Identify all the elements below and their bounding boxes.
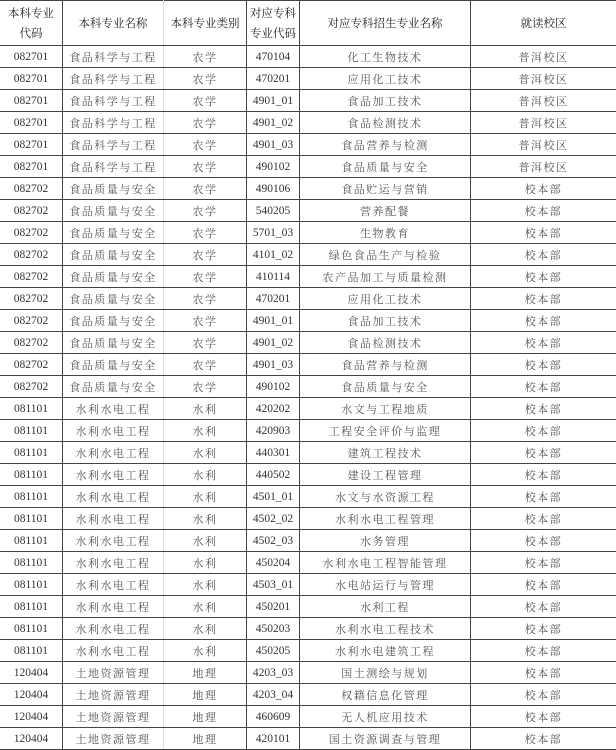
undergrad-category-cell: 农学 [164, 376, 247, 398]
table-row [0, 618, 616, 640]
campus-cell: 校本部 [471, 354, 616, 376]
campus-cell: 普洱校区 [471, 156, 616, 178]
campus-cell: 校本部 [471, 552, 616, 574]
undergrad-name-cell: 食品质量与安全 [63, 200, 164, 222]
college-name-cell: 绿色食品生产与检验 [300, 244, 471, 266]
college-name-cell: 食品营养与检测 [300, 134, 471, 156]
table-row [0, 574, 616, 596]
undergrad-category-cell: 地理 [164, 684, 247, 706]
campus-cell: 校本部 [471, 684, 616, 706]
undergrad-category-cell: 农学 [164, 354, 247, 376]
campus-cell: 校本部 [471, 178, 616, 200]
college-name-cell: 建筑工程技术 [300, 442, 471, 464]
campus-cell: 校本部 [471, 332, 616, 354]
college-name-cell: 应用化工技术 [300, 68, 471, 90]
undergrad-name-cell: 食品质量与安全 [63, 332, 164, 354]
table-row [0, 486, 616, 508]
college-name-cell: 权籍信息化管理 [300, 684, 471, 706]
college-code-cell: 440502 [247, 464, 300, 486]
undergrad-name-cell: 土地资源管理 [63, 662, 164, 684]
college-name-cell: 水利工程 [300, 596, 471, 618]
undergrad-name-cell: 食品质量与安全 [63, 244, 164, 266]
undergrad-name-cell: 水利水电工程 [63, 596, 164, 618]
table-row [0, 398, 616, 420]
college-code-cell: 4503_01 [247, 574, 300, 596]
table-row [0, 200, 616, 222]
table-row [0, 68, 616, 90]
undergrad-name-cell: 食品科学与工程 [63, 156, 164, 178]
college-code-cell: 4901_01 [247, 310, 300, 332]
undergrad-name-cell: 食品科学与工程 [63, 134, 164, 156]
table-row [0, 508, 616, 530]
undergrad-category-cell: 农学 [164, 310, 247, 332]
college-code-cell: 450203 [247, 618, 300, 640]
undergrad-code-cell: 082702 [0, 266, 63, 288]
undergrad-code-cell: 082701 [0, 156, 63, 178]
college-code-cell: 470201 [247, 288, 300, 310]
undergrad-code-cell: 082702 [0, 332, 63, 354]
header-college-code: 对应专科 专业代码 [247, 1, 300, 46]
undergrad-code-cell: 082702 [0, 244, 63, 266]
undergrad-name-cell: 水利水电工程 [63, 530, 164, 552]
table-row [0, 376, 616, 398]
college-name-cell: 化工生物技术 [300, 46, 471, 68]
campus-cell: 校本部 [471, 596, 616, 618]
college-code-cell: 4901_02 [247, 332, 300, 354]
undergrad-name-cell: 食品科学与工程 [63, 68, 164, 90]
campus-cell: 校本部 [471, 530, 616, 552]
college-code-cell: 470104 [247, 46, 300, 68]
undergrad-category-cell: 水利 [164, 464, 247, 486]
college-name-cell: 水利水电工程智能管理 [300, 552, 471, 574]
undergrad-code-cell: 081101 [0, 464, 63, 486]
college-name-cell: 食品加工技术 [300, 90, 471, 112]
undergrad-code-cell: 120404 [0, 706, 63, 728]
college-name-cell: 国土资源调查与管理 [300, 728, 471, 750]
campus-cell: 校本部 [471, 706, 616, 728]
campus-cell: 校本部 [471, 398, 616, 420]
table-body [0, 46, 616, 750]
campus-cell: 校本部 [471, 574, 616, 596]
table-row [0, 640, 616, 662]
campus-cell: 校本部 [471, 310, 616, 332]
college-name-cell: 建设工程管理 [300, 464, 471, 486]
undergrad-code-cell: 082702 [0, 310, 63, 332]
undergrad-code-cell: 082701 [0, 68, 63, 90]
campus-cell: 校本部 [471, 288, 616, 310]
table-row [0, 288, 616, 310]
campus-cell: 校本部 [471, 640, 616, 662]
undergrad-category-cell: 水利 [164, 574, 247, 596]
college-code-cell: 4203_04 [247, 684, 300, 706]
campus-cell: 校本部 [471, 662, 616, 684]
college-name-cell: 食品检测技术 [300, 332, 471, 354]
campus-cell: 校本部 [471, 222, 616, 244]
college-name-cell: 水利水电建筑工程 [300, 640, 471, 662]
college-code-cell: 420101 [247, 728, 300, 750]
college-name-cell: 食品贮运与营销 [300, 178, 471, 200]
undergrad-name-cell: 水利水电工程 [63, 464, 164, 486]
undergrad-code-cell: 082702 [0, 288, 63, 310]
college-code-cell: 4901_02 [247, 112, 300, 134]
undergrad-code-cell: 081101 [0, 530, 63, 552]
table-header-row [0, 1, 616, 46]
undergrad-name-cell: 水利水电工程 [63, 552, 164, 574]
undergrad-name-cell: 食品科学与工程 [63, 46, 164, 68]
campus-cell: 普洱校区 [471, 90, 616, 112]
table-row [0, 46, 616, 68]
college-code-cell: 450201 [247, 596, 300, 618]
table-row [0, 332, 616, 354]
campus-cell: 校本部 [471, 376, 616, 398]
undergrad-code-cell: 081101 [0, 596, 63, 618]
college-code-cell: 4501_01 [247, 486, 300, 508]
table-row [0, 420, 616, 442]
college-name-cell: 国土测绘与规划 [300, 662, 471, 684]
table-row [0, 596, 616, 618]
undergrad-category-cell: 水利 [164, 486, 247, 508]
table-row [0, 662, 616, 684]
campus-cell: 校本部 [471, 420, 616, 442]
undergrad-code-cell: 081101 [0, 508, 63, 530]
college-code-cell: 4203_03 [247, 662, 300, 684]
undergrad-name-cell: 食品质量与安全 [63, 288, 164, 310]
table-row [0, 530, 616, 552]
undergrad-code-cell: 120404 [0, 728, 63, 750]
undergrad-category-cell: 水利 [164, 530, 247, 552]
college-name-cell: 水文与水资源工程 [300, 486, 471, 508]
undergrad-name-cell: 食品质量与安全 [63, 222, 164, 244]
undergrad-category-cell: 农学 [164, 156, 247, 178]
header-campus: 就读校区 [471, 1, 616, 46]
undergrad-category-cell: 农学 [164, 90, 247, 112]
undergrad-name-cell: 水利水电工程 [63, 420, 164, 442]
undergrad-name-cell: 水利水电工程 [63, 486, 164, 508]
college-name-cell: 生物教育 [300, 222, 471, 244]
college-code-cell: 420903 [247, 420, 300, 442]
undergrad-name-cell: 食品质量与安全 [63, 178, 164, 200]
table-row [0, 552, 616, 574]
table-row [0, 90, 616, 112]
undergrad-name-cell: 水利水电工程 [63, 398, 164, 420]
undergrad-code-cell: 081101 [0, 552, 63, 574]
college-code-cell: 5701_03 [247, 222, 300, 244]
college-code-cell: 440301 [247, 442, 300, 464]
table-row [0, 464, 616, 486]
undergrad-category-cell: 农学 [164, 244, 247, 266]
undergrad-name-cell: 食品科学与工程 [63, 90, 164, 112]
campus-cell: 校本部 [471, 486, 616, 508]
table-row [0, 442, 616, 464]
table-row [0, 134, 616, 156]
college-code-cell: 450204 [247, 552, 300, 574]
undergrad-code-cell: 082702 [0, 178, 63, 200]
college-name-cell: 工程安全评价与监理 [300, 420, 471, 442]
undergrad-category-cell: 农学 [164, 68, 247, 90]
undergrad-code-cell: 120404 [0, 662, 63, 684]
campus-cell: 校本部 [471, 618, 616, 640]
undergrad-code-cell: 082702 [0, 200, 63, 222]
table-row [0, 728, 616, 750]
undergrad-category-cell: 农学 [164, 46, 247, 68]
undergrad-category-cell: 水利 [164, 398, 247, 420]
undergrad-code-cell: 081101 [0, 486, 63, 508]
undergrad-code-cell: 082702 [0, 354, 63, 376]
undergrad-category-cell: 农学 [164, 222, 247, 244]
college-name-cell: 水利水电工程管理 [300, 508, 471, 530]
campus-cell: 校本部 [471, 200, 616, 222]
campus-cell: 校本部 [471, 266, 616, 288]
campus-cell: 校本部 [471, 442, 616, 464]
campus-cell: 普洱校区 [471, 46, 616, 68]
undergrad-category-cell: 水利 [164, 618, 247, 640]
college-name-cell: 水文与工程地质 [300, 398, 471, 420]
table-row [0, 266, 616, 288]
undergrad-code-cell: 081101 [0, 618, 63, 640]
campus-cell: 校本部 [471, 464, 616, 486]
undergrad-name-cell: 食品质量与安全 [63, 310, 164, 332]
undergrad-code-cell: 082701 [0, 90, 63, 112]
undergrad-name-cell: 水利水电工程 [63, 618, 164, 640]
table-row [0, 244, 616, 266]
campus-cell: 普洱校区 [471, 112, 616, 134]
undergrad-category-cell: 地理 [164, 662, 247, 684]
college-code-cell: 490102 [247, 156, 300, 178]
header-college-name: 对应专科招生专业名称 [300, 1, 471, 46]
college-name-cell: 食品质量与安全 [300, 376, 471, 398]
table-row [0, 706, 616, 728]
undergrad-code-cell: 082702 [0, 376, 63, 398]
undergrad-category-cell: 农学 [164, 134, 247, 156]
undergrad-code-cell: 081101 [0, 442, 63, 464]
undergrad-code-cell: 081101 [0, 398, 63, 420]
undergrad-code-cell: 082701 [0, 46, 63, 68]
undergrad-code-cell: 120404 [0, 684, 63, 706]
undergrad-name-cell: 食品质量与安全 [63, 376, 164, 398]
undergrad-code-cell: 082702 [0, 222, 63, 244]
undergrad-category-cell: 农学 [164, 200, 247, 222]
college-name-cell: 无人机应用技术 [300, 706, 471, 728]
undergrad-category-cell: 农学 [164, 332, 247, 354]
undergrad-category-cell: 地理 [164, 728, 247, 750]
college-code-cell: 4101_02 [247, 244, 300, 266]
campus-cell: 校本部 [471, 244, 616, 266]
undergrad-category-cell: 农学 [164, 288, 247, 310]
college-code-cell: 470201 [247, 68, 300, 90]
undergrad-category-cell: 农学 [164, 178, 247, 200]
college-code-cell: 490102 [247, 376, 300, 398]
undergrad-code-cell: 081101 [0, 420, 63, 442]
header-undergrad-code: 本科专业 代码 [0, 1, 63, 46]
college-code-cell: 4901_03 [247, 134, 300, 156]
college-name-cell: 水利水电工程技术 [300, 618, 471, 640]
college-name-cell: 营养配餐 [300, 200, 471, 222]
table-row [0, 354, 616, 376]
undergrad-category-cell: 农学 [164, 112, 247, 134]
undergrad-name-cell: 土地资源管理 [63, 684, 164, 706]
campus-cell: 校本部 [471, 728, 616, 750]
college-name-cell: 食品营养与检测 [300, 354, 471, 376]
undergrad-category-cell: 水利 [164, 420, 247, 442]
undergrad-name-cell: 水利水电工程 [63, 574, 164, 596]
undergrad-category-cell: 水利 [164, 640, 247, 662]
college-code-cell: 490106 [247, 178, 300, 200]
undergrad-code-cell: 081101 [0, 640, 63, 662]
table-row [0, 222, 616, 244]
college-code-cell: 420202 [247, 398, 300, 420]
college-name-cell: 食品质量与安全 [300, 156, 471, 178]
campus-cell: 校本部 [471, 508, 616, 530]
undergrad-category-cell: 水利 [164, 552, 247, 574]
undergrad-code-cell: 082701 [0, 112, 63, 134]
undergrad-name-cell: 食品质量与安全 [63, 354, 164, 376]
college-code-cell: 540205 [247, 200, 300, 222]
undergrad-name-cell: 食品质量与安全 [63, 266, 164, 288]
campus-cell: 普洱校区 [471, 134, 616, 156]
college-code-cell: 4502_02 [247, 508, 300, 530]
table-row [0, 112, 616, 134]
undergrad-category-cell: 水利 [164, 508, 247, 530]
college-name-cell: 水电站运行与管理 [300, 574, 471, 596]
table-row [0, 310, 616, 332]
college-code-cell: 410114 [247, 266, 300, 288]
table-row [0, 156, 616, 178]
undergrad-name-cell: 水利水电工程 [63, 640, 164, 662]
college-code-cell: 4502_03 [247, 530, 300, 552]
undergrad-category-cell: 农学 [164, 266, 247, 288]
table-row [0, 178, 616, 200]
header-undergrad-category: 本科专业类别 [164, 1, 247, 46]
undergrad-category-cell: 水利 [164, 442, 247, 464]
header-undergrad-name: 本科专业名称 [63, 1, 164, 46]
undergrad-name-cell: 土地资源管理 [63, 728, 164, 750]
college-name-cell: 应用化工技术 [300, 288, 471, 310]
undergrad-name-cell: 土地资源管理 [63, 706, 164, 728]
undergrad-category-cell: 地理 [164, 706, 247, 728]
undergrad-name-cell: 水利水电工程 [63, 442, 164, 464]
undergrad-category-cell: 水利 [164, 596, 247, 618]
college-code-cell: 4901_03 [247, 354, 300, 376]
campus-cell: 普洱校区 [471, 68, 616, 90]
college-code-cell: 460609 [247, 706, 300, 728]
college-name-cell: 水务管理 [300, 530, 471, 552]
college-code-cell: 450205 [247, 640, 300, 662]
college-code-cell: 4901_01 [247, 90, 300, 112]
college-name-cell: 食品加工技术 [300, 310, 471, 332]
undergrad-code-cell: 081101 [0, 574, 63, 596]
undergrad-name-cell: 食品科学与工程 [63, 112, 164, 134]
college-name-cell: 农产品加工与质量检测 [300, 266, 471, 288]
table-row [0, 684, 616, 706]
college-name-cell: 食品检测技术 [300, 112, 471, 134]
undergrad-name-cell: 水利水电工程 [63, 508, 164, 530]
undergrad-code-cell: 082701 [0, 134, 63, 156]
